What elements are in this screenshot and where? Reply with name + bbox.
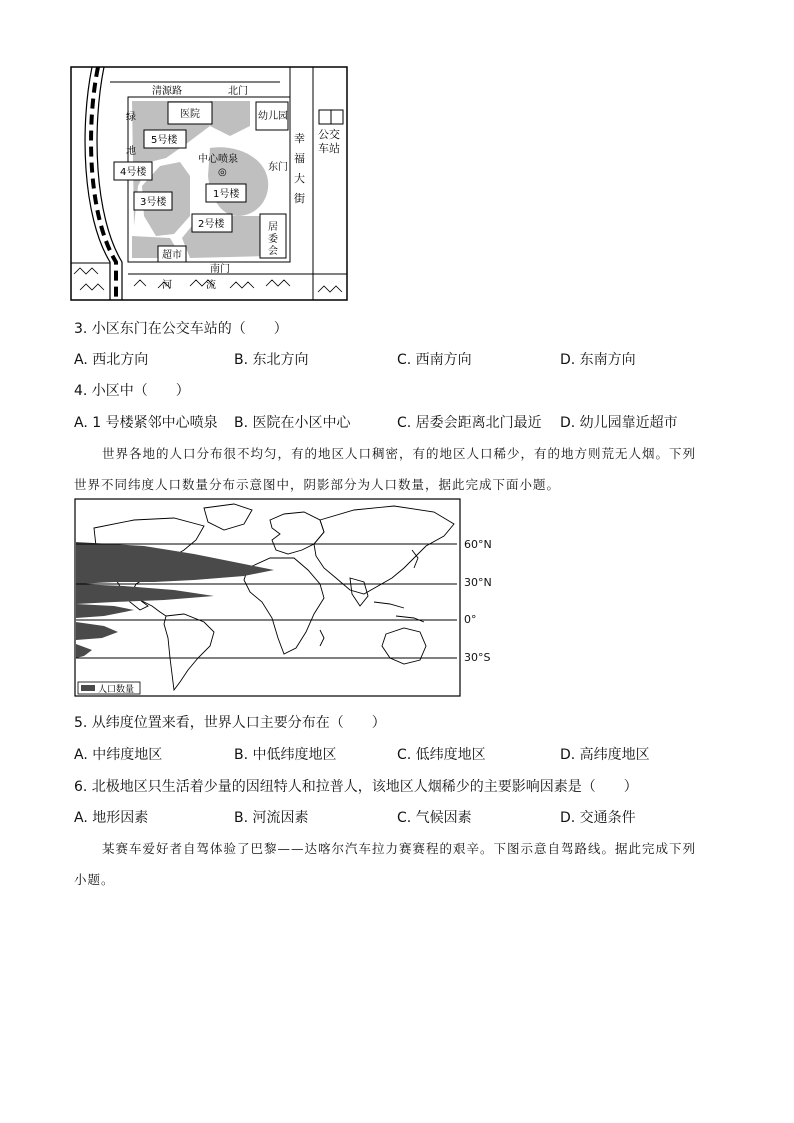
building-1-label: 1号楼 (213, 189, 240, 200)
q4-option-b[interactable]: B. 医院在小区中心 (234, 415, 351, 431)
q3-option-c[interactable]: C. 西南方向 (397, 352, 472, 368)
passage-2-line-1: 某赛车爱好者自驾体验了巴黎——达喀尔汽车拉力赛赛程的艰辛。下图示意自驾路线。据此完成下列 (102, 841, 697, 856)
south-gate-label: 南门 (210, 264, 230, 275)
q6-option-d[interactable]: D. 交通条件 (560, 810, 636, 826)
q4-option-d[interactable]: D. 幼儿园靠近超市 (560, 415, 678, 431)
q3-option-b[interactable]: B. 东北方向 (234, 352, 309, 368)
fountain-label: 中心喷泉 (198, 154, 238, 165)
committee-label-3: 会 (268, 246, 278, 257)
q5-option-d[interactable]: D. 高纬度地区 (560, 747, 650, 763)
north-gate-label: 北门 (228, 86, 248, 97)
lat-label-equator: 0° (464, 613, 477, 626)
q5-option-a[interactable]: A. 中纬度地区 (74, 747, 163, 763)
passage-1-line-1: 世界各地的人口分布很不均匀，有的地区人口稠密，有的地区人口稀少，有的地方则荒无人烟。下列 (102, 446, 697, 461)
q6-option-c[interactable]: C. 气候因素 (397, 810, 472, 826)
committee-label-2: 委 (268, 234, 278, 245)
east-gate-label: 东门 (268, 162, 288, 173)
kindergarten-label: 幼儿园 (258, 111, 288, 122)
question-5-stem: 5. 从纬度位置来看，世界人口主要分布在（ ） (74, 715, 386, 731)
river-label-1: 河 (162, 280, 172, 291)
building-2-label: 2号楼 (198, 219, 225, 230)
building-5-label: 5号楼 (151, 135, 178, 146)
population-latitude-map (74, 498, 462, 698)
fountain-mark: ◎ (218, 167, 227, 178)
street-label-3: 大 (294, 172, 305, 185)
passage-2-line-2: 小题。 (74, 872, 115, 887)
green-label-1: 绿 (126, 112, 136, 123)
committee-label-1: 居 (268, 222, 278, 233)
community-map (70, 66, 350, 302)
question-3-stem: 3. 小区东门在公交车站的（ ） (74, 321, 288, 337)
q4-option-c[interactable]: C. 居委会距离北门最近 (397, 415, 542, 431)
green-label-2: 地 (126, 146, 136, 157)
q4-option-a[interactable]: A. 1 号楼紧邻中心喷泉 (74, 415, 218, 431)
street-label-4: 街 (294, 192, 305, 205)
lat-label-30n: 30°N (464, 576, 492, 589)
supermarket-label: 超市 (162, 250, 182, 261)
bus-stop-label-2: 车站 (318, 142, 340, 155)
q6-option-a[interactable]: A. 地形因素 (74, 810, 149, 826)
q5-option-c[interactable]: C. 低纬度地区 (397, 747, 486, 763)
question-6-stem: 6. 北极地区只生活着少量的因纽特人和拉普人，该地区人烟稀少的主要影响因素是（ ） (74, 779, 638, 795)
q5-option-b[interactable]: B. 中低纬度地区 (234, 747, 337, 763)
q6-option-b[interactable]: B. 河流因素 (234, 810, 309, 826)
question-4-stem: 4. 小区中（ ） (74, 383, 190, 399)
lat-label-60n: 60°N (464, 538, 492, 551)
passage-1-line-2: 世界不同纬度人口数量分布示意图中，阴影部分为人口数量，据此完成下面小题。 (74, 477, 561, 492)
river-label-2: 流 (206, 280, 216, 291)
building-3-label: 3号楼 (140, 197, 167, 208)
lat-label-30s: 30°S (464, 651, 491, 664)
legend-label: 人口数量 (98, 685, 135, 695)
street-label-1: 幸 (294, 132, 305, 145)
q3-option-d[interactable]: D. 东南方向 (560, 352, 636, 368)
road-label-qingyuan: 清源路 (152, 86, 182, 97)
street-label-2: 福 (294, 152, 305, 165)
q3-option-a[interactable]: A. 西北方向 (74, 352, 149, 368)
bus-stop-label-1: 公交 (318, 128, 340, 141)
building-4-label: 4号楼 (120, 167, 147, 178)
hospital-label: 医院 (180, 109, 200, 120)
